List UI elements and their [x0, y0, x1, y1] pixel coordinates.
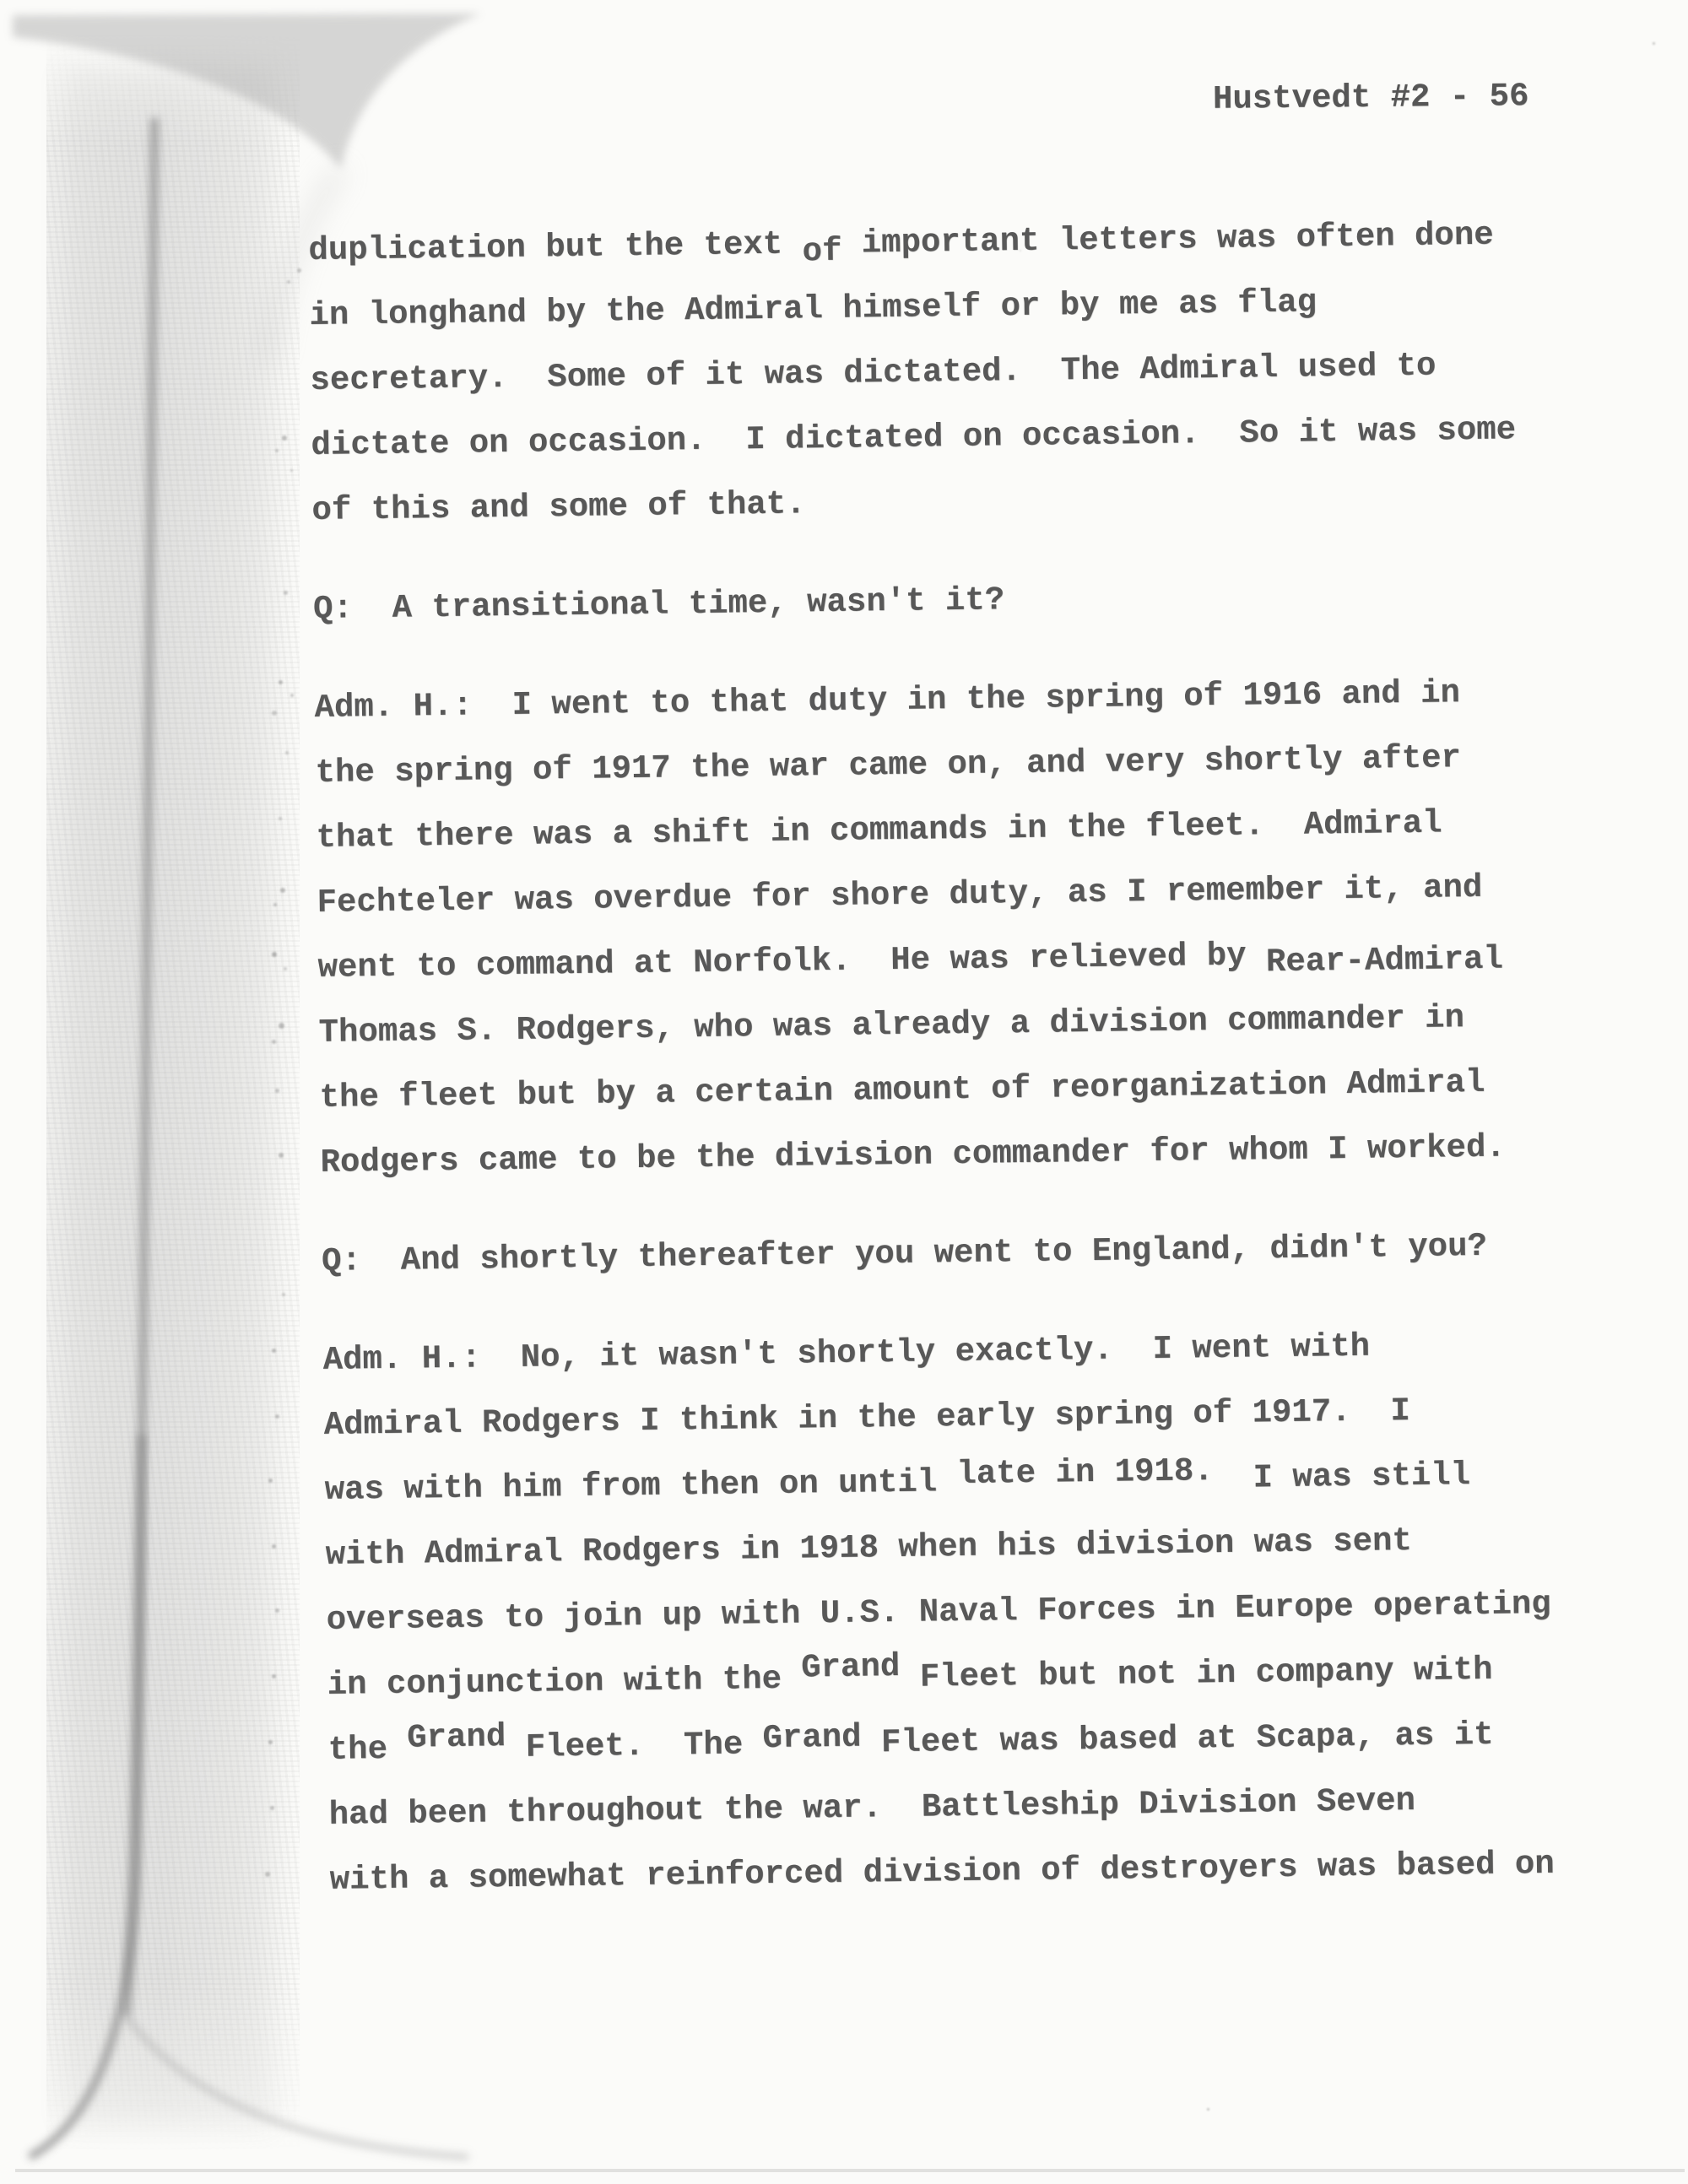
- scan-bottom-edge: [15, 2169, 1685, 2172]
- scan-noise: [287, 280, 290, 284]
- answer-paragraph: [322, 1312, 1555, 1913]
- text-line: overseas to join up with U.S. Naval Forces in Europe operating: [326, 1585, 1551, 1639]
- scan-noise: [279, 817, 282, 820]
- scan-noise: [268, 1479, 273, 1483]
- left-shadow-halo: [63, 68, 274, 2127]
- text-line: the spring of 1917 the war came on, and very shortly after: [315, 739, 1462, 792]
- page-header: Hustvedt #2 - 56: [1212, 78, 1529, 118]
- text-line: of this and some of that.: [311, 485, 806, 529]
- scan-noise: [1653, 42, 1655, 45]
- scan-noise: [272, 1674, 276, 1679]
- scan-noise: [272, 1544, 276, 1549]
- text-line: Q: And shortly thereafter you went to England, didn't you?: [321, 1227, 1488, 1280]
- question-paragraph: [313, 561, 1539, 642]
- text-line: the Grand Fleet. The Grand Fleet was based at Scapa, as it: [327, 1716, 1494, 1769]
- answer-paragraph: [308, 203, 1537, 543]
- scan-noise: [290, 469, 293, 472]
- text-line: in conjunction with the Grand Fleet but not in company with: [327, 1647, 1493, 1704]
- scan-noise: [1207, 2108, 1209, 2111]
- text-line: Admiral Rodgers I think in the early spring of 1917. I: [323, 1392, 1411, 1444]
- scan-noise: [272, 1349, 276, 1353]
- text-line: with Admiral Rodgers in 1918 when his division was sent: [325, 1522, 1413, 1574]
- text-line: secretary. Some of it was dictated. The Admiral used to: [310, 347, 1436, 399]
- scan-noise: [279, 680, 283, 684]
- scan-noise: [275, 449, 279, 452]
- text-line: the fleet but by a certain amount of reorganization Admiral: [319, 1063, 1485, 1116]
- scan-noise: [265, 1872, 270, 1877]
- text-line: went to command at Norfolk. He was relieved by Rear-Admiral: [317, 937, 1504, 987]
- scan-noise: [279, 1023, 284, 1029]
- scan-noise: [272, 1040, 276, 1044]
- text-line: Adm. H.: No, it wasn't shortly exactly. I went with: [322, 1327, 1371, 1379]
- scan-noise: [282, 435, 287, 441]
- question-paragraph: [322, 1214, 1547, 1295]
- text-line: had been throughout the war. Battleship Division Seven: [328, 1781, 1416, 1834]
- transcript-body: [308, 203, 1555, 1913]
- scan-noise: [270, 1806, 274, 1810]
- text-line: was with him from then on until late in 1918. I was still: [324, 1452, 1471, 1509]
- scan-noise: [290, 694, 294, 697]
- scan-noise: [285, 751, 289, 754]
- scan-noise: [272, 952, 277, 957]
- text-line: that there was a shift in commands in the fleet. Admiral: [316, 804, 1442, 857]
- text-line: with a somewhat reinforced division of destroyers was based on: [329, 1845, 1555, 1899]
- scan-noise: [275, 1608, 279, 1613]
- scan-noise: [275, 1089, 279, 1093]
- text-line: dictate on occasion. I dictated on occasion. So it was some: [311, 411, 1517, 464]
- text-line: Rodgers came to be the division commander for whom I worked.: [320, 1128, 1507, 1181]
- scan-noise: [1020, 250, 1021, 251]
- text-line: Thomas S. Rodgers, who was already a division commander in: [318, 999, 1465, 1051]
- scan-noise: [284, 591, 288, 595]
- scan-noise: [268, 1740, 273, 1744]
- text-line: in longhand by the Admiral himself or by me as flag: [309, 284, 1317, 334]
- scan-noise: [272, 711, 277, 716]
- scan-noise: [275, 1414, 279, 1419]
- text-line: Q: A transitional time, wasn't it?: [312, 581, 1005, 628]
- text-line: duplication but the text of important letters was often done: [308, 216, 1494, 271]
- scan-noise: [280, 888, 285, 893]
- scan-noise: [297, 268, 301, 273]
- text-line: Fechteler was overdue for shore duty, as I remember it, and: [316, 868, 1483, 922]
- scan-noise: [284, 967, 287, 970]
- text-line: Adm. H.: I went to that duty in the spring of 1916 and in: [314, 674, 1461, 727]
- scan-noise: [282, 1293, 285, 1296]
- scan-noise: [279, 1153, 284, 1158]
- answer-paragraph: [314, 660, 1545, 1196]
- scan-noise: [273, 903, 277, 906]
